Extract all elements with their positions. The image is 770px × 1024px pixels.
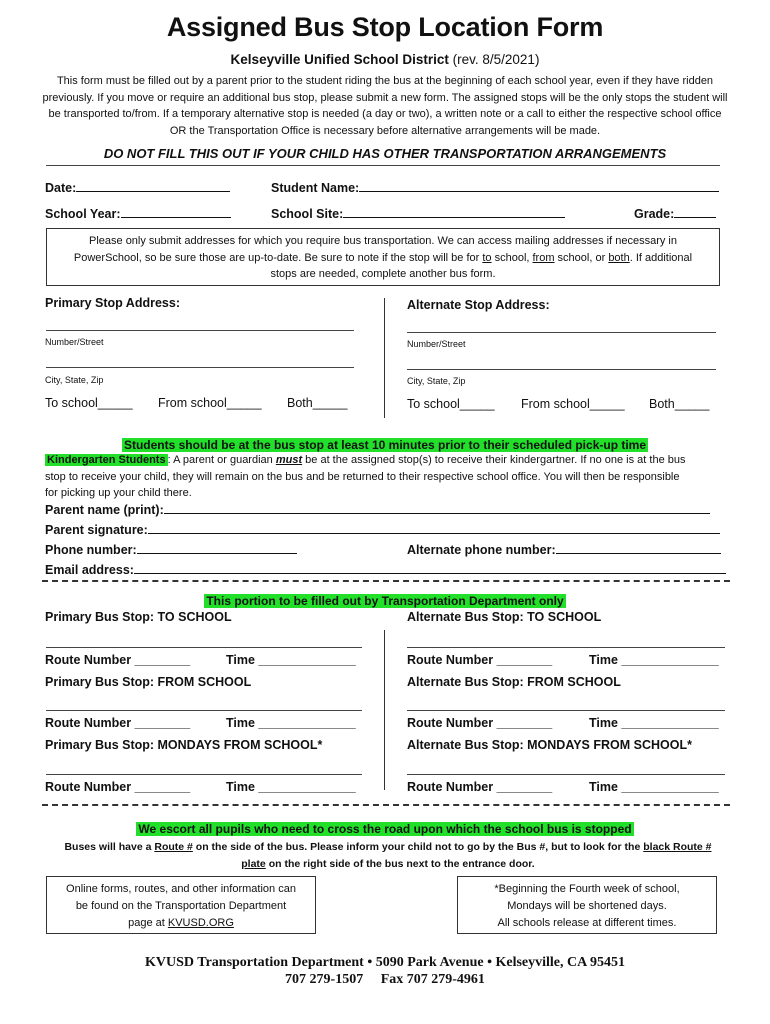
address-notice-box bbox=[46, 228, 720, 286]
primary-to-school-heading: Primary Bus Stop: TO SCHOOL bbox=[45, 610, 232, 624]
form-title: Assigned Bus Stop Location Form bbox=[166, 12, 604, 42]
parent-signature-field[interactable] bbox=[45, 521, 720, 537]
notice-line-2: PowerSchool, so be sure those are up-to-date. Be sure to note if the stop will be for to school, from school, or both. If additional bbox=[73, 251, 693, 264]
footer-phone: 707 279-1507 Fax 707 279-4961 bbox=[285, 972, 485, 987]
primary-monday-time[interactable]: Time ______________ bbox=[226, 780, 356, 794]
alternate-city-input[interactable] bbox=[407, 369, 716, 370]
primary-street-input[interactable] bbox=[46, 330, 354, 331]
primary-both-option[interactable]: Both_____ bbox=[287, 396, 348, 410]
primary-to-time[interactable]: Time ______________ bbox=[226, 653, 356, 667]
kindergarten-label: Kindergarten Students bbox=[47, 454, 166, 466]
school-site-field[interactable] bbox=[271, 205, 565, 221]
primary-to-school-option[interactable]: To school_____ bbox=[45, 396, 133, 410]
arrival-notice: Students should be at the bus stop at least 10 minutes prior to their scheduled pick-up time bbox=[123, 438, 647, 452]
alternate-monday-heading: Alternate Bus Stop: MONDAYS FROM SCHOOL* bbox=[407, 738, 692, 752]
primary-to-route[interactable]: Route Number ________ bbox=[45, 653, 191, 667]
parent-name-label: Parent name (print): bbox=[45, 503, 164, 517]
district-name: Kelseyville Unified School District bbox=[230, 52, 449, 67]
footer-address: KVUSD Transportation Department • 5090 Park Avenue • Kelseyville, CA 95451 bbox=[145, 955, 625, 970]
grade-field[interactable] bbox=[634, 205, 716, 221]
date-field[interactable] bbox=[45, 179, 230, 195]
primary-from-school-option[interactable]: From school_____ bbox=[158, 396, 262, 410]
email-field[interactable] bbox=[45, 561, 726, 577]
date-label: Date: bbox=[45, 181, 77, 195]
alternate-monday-time[interactable]: Time ______________ bbox=[589, 780, 719, 794]
alternate-city-caption: City, State, Zip bbox=[407, 376, 466, 386]
alternate-to-school-input[interactable] bbox=[407, 647, 725, 648]
kvusd-link[interactable]: KVUSD.ORG bbox=[167, 917, 234, 929]
alternate-from-route[interactable]: Route Number ________ bbox=[407, 716, 553, 730]
grade-label: Grade: bbox=[634, 207, 675, 221]
primary-from-school-heading: Primary Bus Stop: FROM SCHOOL bbox=[45, 675, 252, 689]
intro-paragraph: This form must be filled out by a parent prior to the student riding the bus at the beginning of each school year, even if they have ridden previously. If you move or require an additional bus stop, please submit a new form. The assigned stops will be the only stops the student will be transported to/from. If a temporary alternative stop is needed (a day or two), a written note or a call to either the respective school office OR the Transportation Office is necessary before alternative arrangements will be made. bbox=[42, 75, 728, 137]
revision-date: (rev. 8/5/2021) bbox=[452, 52, 540, 67]
alternate-from-school-option[interactable]: From school_____ bbox=[521, 397, 625, 411]
column-divider bbox=[384, 298, 385, 418]
alternate-street-input[interactable] bbox=[407, 332, 716, 333]
transport-header-row bbox=[0, 592, 770, 610]
alt-phone-field[interactable] bbox=[407, 541, 721, 557]
alternate-to-school-option[interactable]: To school_____ bbox=[407, 397, 495, 411]
primary-monday-heading: Primary Bus Stop: MONDAYS FROM SCHOOL* bbox=[45, 738, 323, 752]
primary-to-school-input[interactable] bbox=[46, 647, 362, 648]
primary-from-time[interactable]: Time ______________ bbox=[226, 716, 356, 730]
phone-field[interactable] bbox=[45, 541, 297, 557]
alternate-monday-route[interactable]: Route Number ________ bbox=[407, 780, 553, 794]
school-year-field[interactable] bbox=[45, 205, 231, 221]
primary-from-route[interactable]: Route Number ________ bbox=[45, 716, 191, 730]
divider bbox=[46, 165, 720, 166]
parent-signature-label: Parent signature: bbox=[45, 523, 148, 537]
alternate-to-school-heading: Alternate Bus Stop: TO SCHOOL bbox=[407, 610, 602, 624]
student-name-label: Student Name: bbox=[271, 181, 360, 195]
alternate-both-option[interactable]: Both_____ bbox=[649, 397, 710, 411]
kindergarten-paragraph: Kindergarten Students : A parent or guardian must be at the assigned stop(s) to receive their kindergartner. If no one is at the bus stop to receive your child, they will remain on the bus and be returned to their respective school office. You will then be responsible for picking up your child there. bbox=[45, 454, 686, 499]
alternate-from-school-input[interactable] bbox=[407, 710, 725, 711]
notice-line-3: stops are needed, complete another bus form. bbox=[270, 268, 496, 280]
student-name-field[interactable] bbox=[271, 179, 719, 195]
primary-from-school-input[interactable] bbox=[46, 710, 362, 711]
alternate-from-school-heading: Alternate Bus Stop: FROM SCHOOL bbox=[407, 675, 621, 689]
alternate-monday-input[interactable] bbox=[407, 774, 725, 775]
primary-monday-route[interactable]: Route Number ________ bbox=[45, 780, 191, 794]
transport-only-header: This portion to be filled out by Transportation Department only bbox=[206, 594, 564, 608]
school-site-label: School Site: bbox=[271, 207, 344, 221]
email-label: Email address: bbox=[45, 563, 134, 577]
column-divider bbox=[384, 630, 385, 790]
primary-city-input[interactable] bbox=[46, 367, 354, 368]
cut-line bbox=[42, 804, 730, 806]
monday-info-box: *Beginning the Fourth week of school, Mondays will be shortened days. All schools release at different times. bbox=[457, 876, 717, 934]
online-info-box: Online forms, routes, and other information can be found on the Transportation Department page at KVUSD.ORG bbox=[46, 876, 316, 934]
alternate-stop-title: Alternate Stop Address: bbox=[407, 298, 550, 312]
alternate-to-time[interactable]: Time ______________ bbox=[589, 653, 719, 667]
route-plate-notice: Buses will have a Route # on the side of the bus. Please inform your child not to go by the Bus #, but to look for the black Route # plate on the right side of the bus next to the entrance door. bbox=[64, 841, 712, 870]
alternate-street-caption: Number/Street bbox=[407, 339, 466, 349]
primary-monday-input[interactable] bbox=[46, 774, 362, 775]
phone-label: Phone number: bbox=[45, 543, 137, 557]
warning-text: DO NOT FILL THIS OUT IF YOUR CHILD HAS OTHER TRANSPORTATION ARRANGEMENTS bbox=[103, 146, 667, 161]
parent-name-field[interactable] bbox=[45, 501, 710, 517]
district-heading bbox=[0, 52, 770, 67]
alternate-from-time[interactable]: Time ______________ bbox=[589, 716, 719, 730]
primary-city-caption: City, State, Zip bbox=[45, 375, 104, 385]
primary-stop-title: Primary Stop Address: bbox=[45, 296, 180, 310]
notice-line-1: Please only submit addresses for which you require bus transportation. We can access mailing addresses if necessary in bbox=[89, 235, 677, 247]
alt-phone-label: Alternate phone number: bbox=[407, 543, 556, 557]
cut-line bbox=[42, 580, 730, 582]
primary-street-caption: Number/Street bbox=[45, 337, 104, 347]
escort-notice-row bbox=[0, 820, 770, 838]
school-year-label: School Year: bbox=[45, 207, 121, 221]
escort-notice: We escort all pupils who need to cross the road upon which the school bus is stopped bbox=[138, 822, 632, 836]
alternate-to-route[interactable]: Route Number ________ bbox=[407, 653, 553, 667]
